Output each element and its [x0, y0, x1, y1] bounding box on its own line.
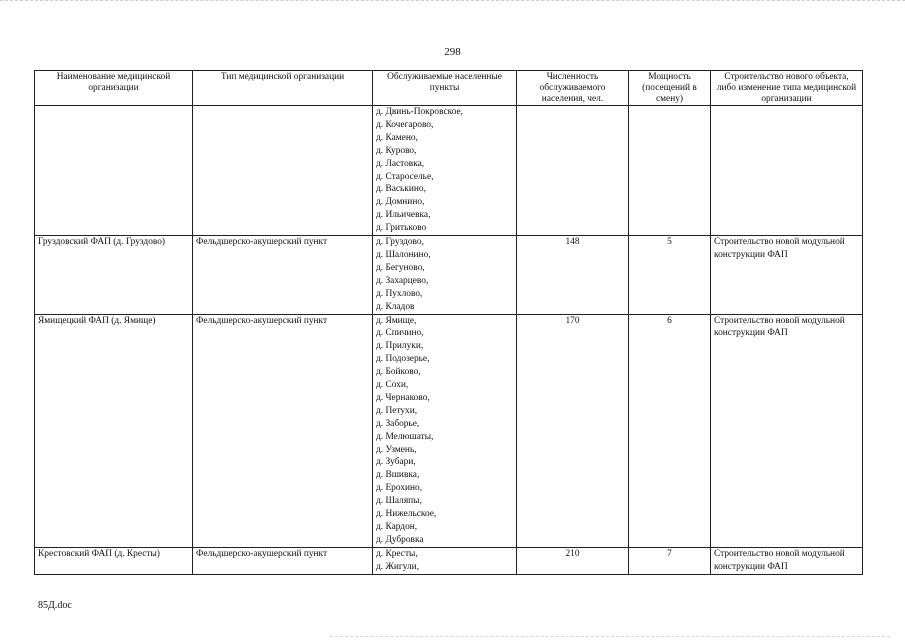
settlement-item: д. Ямище, [376, 315, 417, 326]
organization-name-cell: Ямищецкий ФАП (д. Ямище) [35, 314, 193, 547]
settlement-item: д. Заборье, [376, 418, 420, 429]
settlement-item: д. Захарцево, [376, 275, 429, 286]
construction-cell [711, 106, 863, 236]
settlement-item: д. Домнино, [376, 197, 425, 208]
settlement-item: д. Кладов [376, 301, 415, 312]
settlement-item: д. Васькино, [376, 184, 426, 195]
settlement-item: д. Подозерье, [376, 354, 430, 365]
settlement-item: д. Спичино, [376, 328, 424, 339]
header-capacity: Мощность (посещений в смену) [629, 71, 711, 106]
header-construction: Строительство нового объекта, либо изменение типа медицинской организации [711, 71, 863, 106]
settlement-item: д. Кардон, [376, 522, 418, 532]
settlements-cell [373, 547, 517, 574]
organization-name-cell [35, 106, 193, 236]
settlements-cell [373, 236, 517, 314]
header-organization-type: Тип медицинской организации [193, 71, 373, 106]
settlement-item: д. Двинь-Покровское, [376, 107, 464, 117]
construction-cell: Строительство новой модульной конструкции ФАП [711, 547, 863, 574]
population-cell [517, 106, 629, 236]
page-number: 298 [444, 46, 461, 58]
settlement-item: д. Ластовка, [376, 158, 425, 169]
organization-type-cell: Фельдшерско-акушерский пункт [193, 314, 373, 547]
settlement-item: д. Кресты, [376, 548, 418, 559]
settlement-item: д. Бегуново, [376, 262, 425, 273]
settlement-item: д. Курово, [376, 145, 417, 156]
settlement-item: д. Бойково, [376, 367, 421, 378]
settlement-item: д. Чернаково, [376, 392, 430, 403]
population-cell: 210 [517, 547, 629, 574]
table-body [35, 106, 863, 575]
capacity-cell [629, 106, 711, 236]
settlement-item: д. Дубровка [376, 534, 424, 545]
settlement-item: д. Жигули, [376, 561, 420, 572]
table-row [35, 106, 863, 236]
header-settlements: Обслуживаемые населенные пункты [373, 71, 517, 106]
settlement-item: д. Зубари, [376, 457, 416, 468]
settlement-item: д. Узмень, [376, 444, 417, 455]
settlement-item: д. Мелюшаты, [376, 431, 434, 442]
settlement-item: д. Пухлово, [376, 288, 423, 299]
settlement-item: д. Гритьково [376, 223, 427, 234]
settlement-item: д. Ильичевка, [376, 210, 431, 221]
table-row [35, 314, 863, 547]
settlement-item: д. Староселье, [376, 171, 434, 182]
table-header-row [35, 71, 863, 106]
organization-type-cell: Фельдшерско-акушерский пункт [193, 547, 373, 574]
settlement-item: д. Прилуки, [376, 341, 424, 352]
footer-filename: 85Д.doc [38, 600, 72, 611]
table-row [35, 236, 863, 314]
settlement-item: д. Вшивка, [376, 470, 420, 481]
settlements-cell [373, 106, 517, 236]
organization-name-cell: Груздовский ФАП (д. Груздово) [35, 236, 193, 314]
table-row [35, 547, 863, 574]
medical-organizations-table [34, 70, 863, 575]
settlement-item: д. Нижельское, [376, 509, 437, 520]
population-cell: 148 [517, 236, 629, 314]
settlements-cell [373, 314, 517, 547]
header-organization-name: Наименование медицинской организации [35, 71, 193, 106]
organization-name-cell: Крестовский ФАП (д. Кресты) [35, 547, 193, 574]
settlement-item: д. Камено, [376, 132, 418, 143]
capacity-cell: 5 [629, 236, 711, 314]
organization-type-cell [193, 106, 373, 236]
capacity-cell: 6 [629, 314, 711, 547]
settlement-item: д. Шалонино, [376, 249, 431, 260]
organization-type-cell: Фельдшерско-акушерский пункт [193, 236, 373, 314]
settlement-item: д. Петухи, [376, 405, 418, 416]
settlement-item: д. Ерохино, [376, 483, 423, 494]
construction-cell: Строительство новой модульной конструкции ФАП [711, 314, 863, 547]
capacity-cell: 7 [629, 547, 711, 574]
construction-cell: Строительство новой модульной конструкции ФАП [711, 236, 863, 314]
header-population: Численность обслуживаемого населения, чел. [517, 71, 629, 106]
scan-top-edge [0, 0, 905, 7]
population-cell: 170 [517, 314, 629, 547]
settlement-item: д. Шаляпы, [376, 496, 422, 507]
scan-bottom-edge [330, 636, 890, 639]
settlement-item: д. Кочегарово, [376, 119, 434, 130]
settlement-item: д. Сохи, [376, 380, 409, 391]
settlement-item: д. Груздово, [376, 237, 424, 248]
